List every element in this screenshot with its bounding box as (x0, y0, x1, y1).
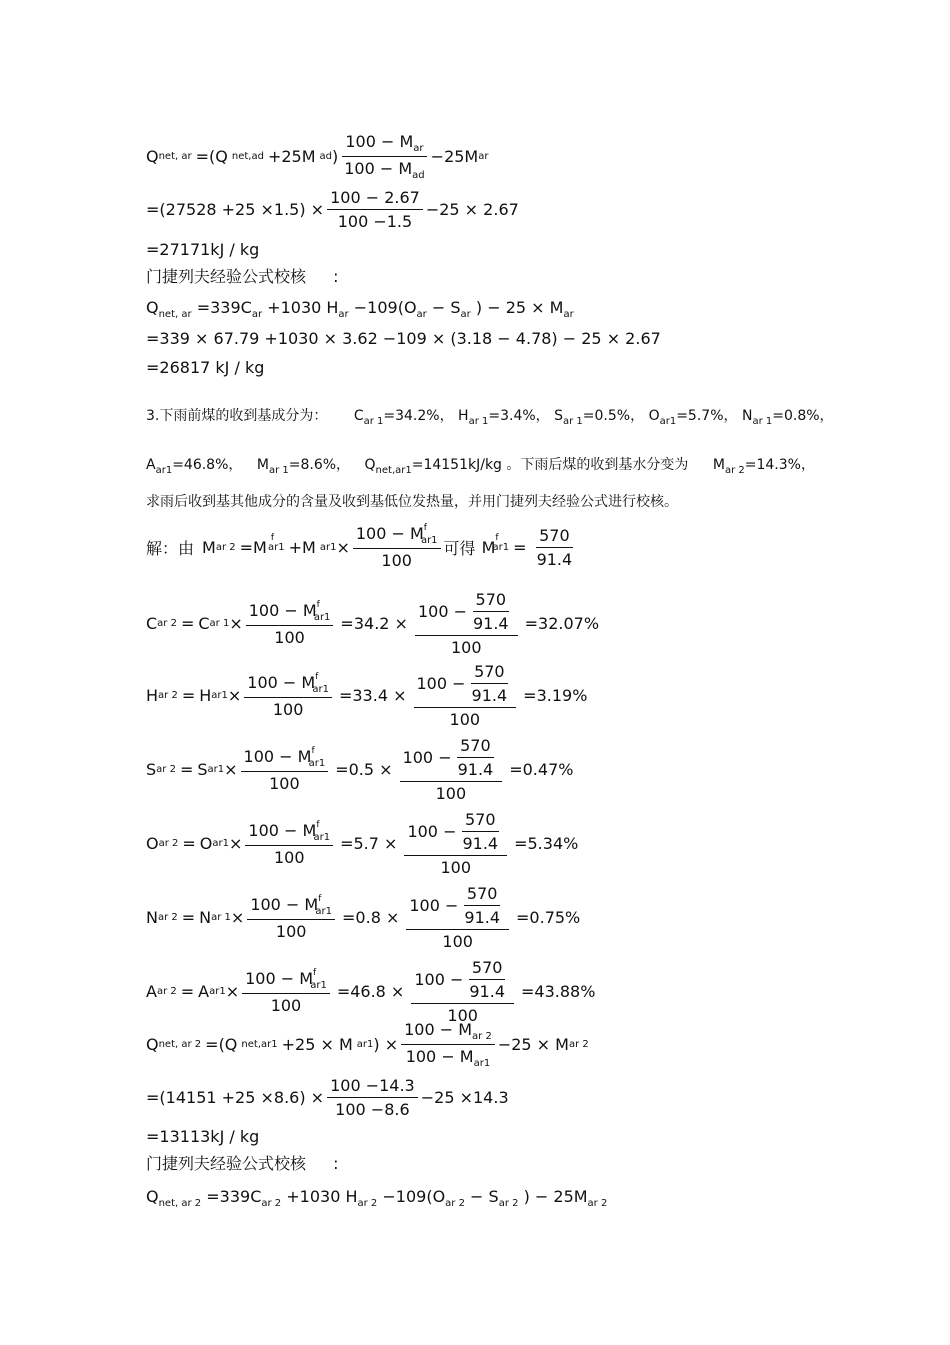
numerator: 100 − M (248, 600, 317, 620)
superscript: f (318, 893, 322, 904)
denominator: 100 (272, 699, 304, 719)
solution-lead: 解：由 M ar 2 =M f ar1 +M ar1 × $\frac{100 - M^f_{ar1}}{100}$ 可得 M f ar1 = $\frac{570}{91.4}$ (146, 524, 578, 570)
denominator: 91.4 (464, 908, 501, 927)
subscript: ar (251, 309, 263, 320)
symbol: M (481, 537, 496, 557)
superscript: f (316, 599, 320, 610)
equation-numbers (146, 188, 519, 231)
value: =14.3%， (744, 457, 815, 473)
superscript: f (316, 819, 320, 830)
fraction (327, 188, 423, 231)
subscript: ar1 (473, 1058, 491, 1069)
subscript: ar 1 (211, 912, 231, 923)
denominator: 100 (451, 638, 482, 657)
fraction (242, 969, 330, 1015)
term: =M (239, 537, 267, 557)
equation-qnet-ar: Q net, ar =(Q net,ad +25M ad ) $\frac{100 - M_{ar}}{100 - M_{ad}}$ −25M ar (146, 132, 489, 181)
subscript: ar (563, 309, 574, 320)
superscript: f (313, 967, 317, 978)
term: =339C (206, 1187, 262, 1206)
symbol: Q (146, 298, 159, 317)
term: +25M (267, 147, 316, 166)
value: =3.4%， (488, 408, 550, 424)
fraction (353, 524, 441, 570)
label-text: 门捷列夫经验公式校核 (146, 267, 307, 286)
symbol: S (146, 760, 157, 779)
numerator: 100 − M (355, 524, 424, 543)
subscript: ar1 (319, 541, 337, 553)
subscript: ar 2 (587, 1198, 608, 1209)
numerator: 570 (457, 736, 494, 758)
intro: 3.下雨前煤的收到基成分为： (146, 408, 328, 424)
subscript: ar (416, 309, 427, 320)
subscript: ar 2 (156, 986, 177, 997)
equation-qnet-ar2 (146, 1020, 589, 1069)
subscript: ar 2 (158, 690, 178, 701)
subscript: ar1 (356, 1039, 374, 1050)
subscript: ar 1 (363, 416, 384, 427)
subscript: ar 2 (261, 1198, 282, 1209)
subscript: ar1 (308, 757, 326, 769)
subscript: ar 1 (209, 618, 230, 629)
denominator: 91.4 (471, 686, 508, 705)
colon: : (333, 267, 339, 286)
symbol: A (146, 457, 156, 473)
numerator: 570 (536, 526, 573, 548)
result: =0.75% (516, 908, 581, 927)
subscript: ar1 (313, 611, 331, 623)
result: =3.19% (523, 686, 588, 705)
superscript: f (315, 671, 319, 682)
subscript: ar1 (310, 979, 327, 991)
subscript: ar (478, 151, 489, 162)
fraction-compound (400, 736, 503, 803)
numerator: 100 −14.3 (327, 1076, 418, 1098)
denominator: 91.4 (469, 982, 505, 1001)
denominator: 100 −8.6 (335, 1100, 410, 1119)
times: × (229, 614, 243, 633)
symbol: H (458, 408, 469, 424)
term: −25 ×14.3 (420, 1088, 509, 1107)
inner-fraction (461, 884, 503, 927)
numerator: 100 − M (247, 672, 316, 692)
numerator: 570 (469, 958, 506, 980)
numerator: 570 (471, 662, 508, 684)
term: −25 × 2.67 (425, 200, 519, 219)
symbol: Q (364, 457, 376, 473)
numerator: 100 − M (404, 1020, 473, 1039)
term: − S (470, 1187, 499, 1206)
denominator: 100 (275, 921, 307, 941)
numerator: 100 − M (250, 894, 319, 914)
subscript: ar 1 (563, 416, 583, 427)
problem-question: 求雨后收到基其他成分的含量及收到基低位发热量，并用门捷列夫经验公式进行校核。 (146, 494, 678, 510)
value: =8.6%， (288, 457, 351, 473)
times: × (224, 760, 238, 779)
symbol: S (554, 408, 564, 424)
subscript: ar1 (420, 535, 438, 546)
subscript: ar 1 (752, 416, 773, 427)
symbol: N (146, 908, 158, 927)
subscript: ar 2 (445, 1198, 465, 1209)
term: ) − 25M (523, 1187, 588, 1206)
value-times: =5.7 × (340, 834, 398, 853)
denominator: 100 (273, 847, 305, 867)
subscript: net, ar (158, 309, 192, 320)
fraction (534, 526, 576, 569)
subscript: ar 2 (472, 1031, 492, 1042)
term: =(27528 +25 ×1.5) × (146, 200, 325, 219)
subscript: ar 2 (568, 1039, 589, 1050)
term: +M (288, 537, 316, 557)
subscript: ar 2 (156, 764, 176, 775)
term: +25 × M (281, 1035, 353, 1054)
get-text: 可得 (443, 538, 476, 558)
symbol: H (146, 686, 159, 705)
fraction-compound (411, 958, 514, 1025)
subscript: ar1 (315, 905, 333, 917)
fraction (241, 747, 329, 793)
fraction (245, 821, 333, 867)
denominator: 100 (435, 784, 467, 803)
superscript: f (423, 523, 427, 533)
subscript: ad (412, 170, 425, 181)
numerator: 570 (473, 590, 510, 612)
subscript: ar (338, 309, 349, 320)
symbol: A (146, 982, 157, 1001)
times: × (230, 908, 245, 927)
numerator: 100 − M (245, 968, 314, 988)
subscript: ar 1 (268, 465, 289, 476)
subscript: net, ar (158, 151, 192, 162)
denominator: 91.4 (462, 834, 499, 853)
inner-fraction (470, 590, 512, 633)
symbol: Q (146, 1035, 159, 1054)
times: × (225, 982, 240, 1001)
symbol: N (741, 408, 753, 424)
value-times: =34.2 × (340, 614, 408, 633)
denominator: 100 (270, 995, 302, 1015)
subscript: net, ar 2 (158, 1198, 202, 1209)
base-symbol: O (199, 834, 213, 853)
value-times: =33.4 × (338, 686, 407, 705)
fraction (401, 1020, 495, 1069)
denominator: 100 (442, 932, 473, 951)
subscript: ar1 (211, 690, 228, 701)
denominator: 100 − M (405, 1047, 474, 1066)
mendeleev-result: =26817 kJ / kg (146, 358, 265, 377)
hundred-minus: 100 − (409, 896, 459, 915)
hundred-minus: 100 − (414, 970, 464, 989)
label-text: 门捷列夫经验公式校核 (146, 1154, 307, 1173)
symbol: C (146, 614, 158, 633)
term: ) × (373, 1035, 399, 1054)
fraction (246, 601, 334, 647)
subscript: ar 2 (357, 1198, 378, 1209)
base-symbol: C (198, 614, 210, 633)
term: −109(O (353, 298, 417, 317)
subscript: ar 1 (468, 416, 489, 427)
term: =(14151 +25 ×8.6) × (146, 1088, 325, 1107)
mendeleev-numbers: =339 × 67.79 +1030 × 3.62 −109 × (3.18 − 4.78) − 25 × 2.67 (146, 329, 661, 348)
fraction-compound (406, 884, 509, 951)
denominator: 91.4 (472, 614, 509, 633)
numerator: 100 − M (243, 746, 312, 766)
subscript: ar1 (212, 838, 229, 849)
inner-fraction (469, 662, 511, 705)
subscript: ad (319, 151, 332, 162)
base-symbol: N (199, 908, 212, 927)
subscript: ar1 (313, 831, 331, 843)
term: +1030 H (267, 298, 339, 317)
result-line-2: =13113kJ / kg (146, 1127, 260, 1146)
subscript: net,ar1 (375, 465, 412, 476)
symbol: M (202, 537, 216, 557)
term: −109(O (382, 1187, 446, 1206)
fraction (244, 673, 332, 719)
term: =(Q (205, 1035, 238, 1054)
symbol: C (353, 408, 364, 424)
subscript: ar1 (268, 541, 285, 553)
times: × (336, 537, 350, 557)
subscript: ar 2 (157, 618, 177, 629)
composition-row: N ar 2 = N ar 1 × $\frac{100 - M^f_{ar1}}{100}$ =0.8 × 100 − $\frac{570}{91.4}$ 100 =0.75% (146, 884, 581, 951)
base-symbol: H (199, 686, 212, 705)
subscript: ar1 (659, 416, 677, 427)
value-times: =0.5 × (335, 760, 393, 779)
composition-row: C ar 2 = C ar 1 × $\frac{100 - M^f_{ar1}}{100}$ =34.2 × 100 − $\frac{570}{91.4}$ 100 =32.07% (146, 590, 600, 657)
hundred-minus: 100 − (407, 822, 457, 841)
subscript: ar (413, 143, 424, 154)
result: =43.88% (521, 982, 596, 1001)
fraction-compound (404, 810, 507, 877)
value-times: =46.8 × (336, 982, 405, 1001)
numerator: 570 (464, 884, 501, 906)
superscript: f (495, 533, 499, 543)
composition-row: A ar 2 = A ar1 × $\frac{100 - M^f_{ar1}}{100}$ =46.8 × 100 − $\frac{570}{91.4}$ 100 =43.88% (146, 958, 596, 1025)
times: × (227, 686, 242, 705)
fraction (327, 1076, 418, 1119)
value: =0.5%， (582, 408, 645, 424)
hundred-minus: 100 − (402, 748, 452, 767)
problem-line-2 (146, 455, 815, 481)
base-symbol: S (197, 760, 208, 779)
numerator: 570 (462, 810, 499, 832)
symbol: Q (146, 1187, 159, 1206)
composition-row: H ar 2 = H ar1 × $\frac{100 - M^f_{ar1}}{100}$ =33.4 × 100 − $\frac{570}{91.4}$ 100 =3.19% (146, 662, 588, 729)
hundred-minus: 100 − (416, 674, 466, 693)
symbol: M (712, 457, 725, 473)
composition-row: S ar 2 = S ar1 × $\frac{100 - M^f_{ar1}}{100}$ =0.5 × 100 − $\frac{570}{91.4}$ 100 =0.47% (146, 736, 574, 803)
mendeleev-formula (146, 298, 574, 325)
subscript: ar 2 (498, 1198, 519, 1209)
value: =46.8%， (172, 457, 243, 473)
numerator: 100 − 2.67 (327, 188, 423, 210)
equation-bottom-numbers (146, 1076, 509, 1119)
denominator: 100 (274, 627, 305, 647)
composition-row: O ar 2 = O ar1 × $\frac{100 - M^f_{ar1}}{100}$ =5.7 × 100 − $\frac{570}{91.4}$ 100 =5.34% (146, 810, 579, 877)
term: +1030 H (286, 1187, 358, 1206)
inner-fraction (459, 810, 501, 853)
value-times: =0.8 × (342, 908, 400, 927)
denominator: 100 (269, 773, 300, 793)
symbol: O (648, 408, 660, 424)
subscript: ar1 (492, 541, 510, 553)
term: ) − 25 × M (475, 298, 564, 317)
fraction-compound (414, 662, 517, 729)
subscript: ar1 (209, 986, 226, 997)
term: −25M (430, 147, 479, 166)
subscript: net,ar1 (241, 1039, 278, 1050)
denominator: 100 (381, 551, 412, 570)
lead-text: 解：由 (146, 538, 195, 558)
problem-line-1 (146, 406, 834, 432)
subscript: ar (460, 309, 471, 320)
subscript: ar1 (312, 683, 329, 695)
value: =14151kJ/kg 。下雨后煤的收到基水分变为 (411, 457, 689, 473)
denominator: 100 (447, 1006, 478, 1025)
subscript: ar 2 (158, 838, 179, 849)
base-symbol: A (198, 982, 210, 1001)
subscript: ar1 (207, 764, 225, 775)
colon: : (333, 1154, 339, 1173)
symbol: M (256, 457, 269, 473)
hundred-minus: 100 − (417, 602, 467, 621)
result-line: =27171kJ / kg (146, 240, 260, 259)
symbol: O (146, 834, 159, 853)
value: =5.7%， (676, 408, 738, 424)
term: =339C (196, 298, 252, 317)
denominator: 100 − M (344, 159, 413, 178)
subscript: ar 2 (215, 541, 236, 553)
denominator: 91.4 (536, 549, 573, 569)
result: =0.47% (509, 760, 574, 779)
inner-fraction (466, 958, 508, 1001)
denominator: 100 −1.5 (337, 212, 413, 231)
result: =5.34% (514, 834, 579, 853)
denominator: 91.4 (457, 760, 494, 779)
mendeleev-formula-2 (146, 1187, 607, 1214)
numerator: 100 − M (345, 132, 414, 151)
subscript: net,ad (231, 151, 264, 162)
times: × (228, 834, 243, 853)
denominator: 100 (449, 710, 481, 729)
term: − S (431, 298, 461, 317)
symbol: Q (146, 147, 159, 166)
term: −25 × M (497, 1035, 569, 1054)
denominator: 100 (440, 858, 472, 877)
subscript: ar1 (155, 465, 173, 476)
value: =0.8%， (772, 408, 834, 424)
fraction (247, 895, 335, 941)
subscript: net, ar 2 (158, 1039, 202, 1050)
fraction (341, 132, 427, 181)
term: =(Q (195, 147, 228, 166)
result: =32.07% (524, 614, 600, 633)
superscript: f (270, 533, 274, 543)
fraction-compound (415, 590, 518, 657)
numerator: 100 − M (248, 820, 317, 840)
check-label-2 (146, 1154, 339, 1174)
value: =34.2%， (383, 408, 454, 424)
subscript: ar 2 (157, 912, 178, 923)
subscript: ar 2 (724, 465, 745, 476)
check-label (146, 267, 339, 287)
superscript: f (311, 745, 315, 756)
inner-fraction (455, 736, 497, 779)
